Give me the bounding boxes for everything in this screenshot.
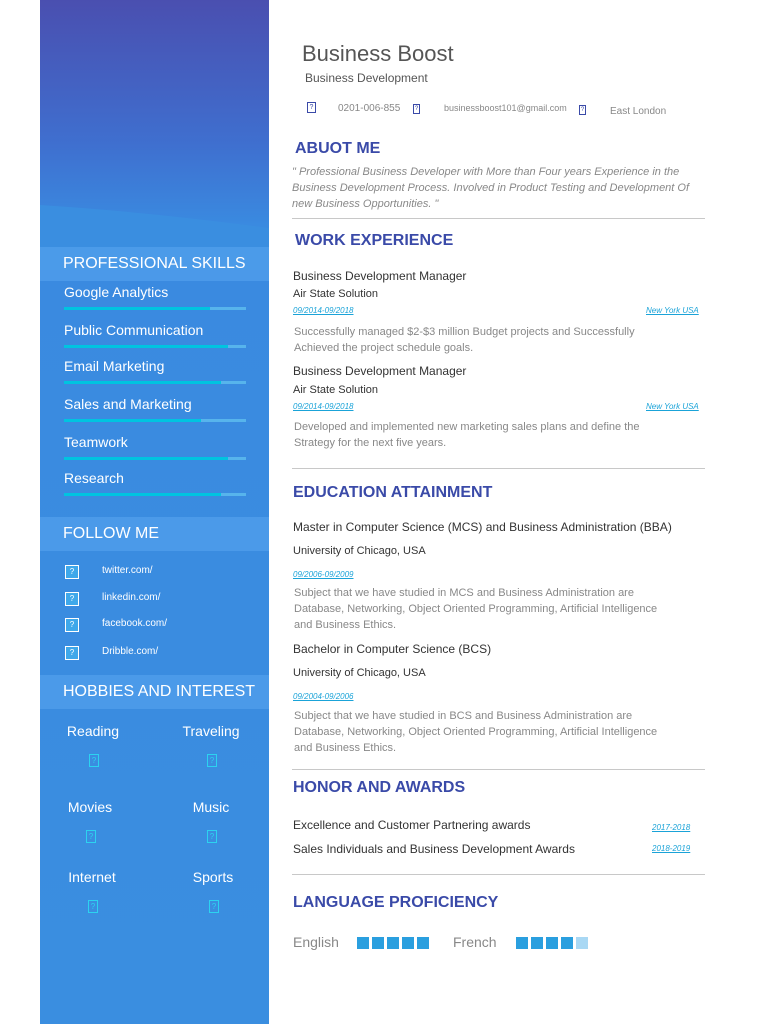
- skills-heading: PROFESSIONAL SKILLS: [40, 247, 269, 281]
- skill-label: Research: [64, 470, 124, 486]
- link-icon: ?: [65, 646, 79, 660]
- about-text: [292, 164, 710, 212]
- language-name: English: [293, 934, 339, 950]
- work-position: Business Development Manager: [293, 269, 467, 283]
- desc-line: Strategy for the next five years.: [294, 437, 447, 449]
- work-desc: [294, 324, 635, 356]
- skill-label: Sales and Marketing: [64, 396, 192, 412]
- skill-label: Teamwork: [64, 434, 128, 450]
- about-line: Business Development Process. Involved in Product Testing and Development Of: [292, 182, 690, 194]
- social-link[interactable]: Dribble.com/: [102, 646, 159, 657]
- work-company: Air State Solution: [293, 384, 378, 396]
- education-heading: EDUCATION ATTAINMENT: [293, 484, 493, 501]
- follow-heading: FOLLOW ME: [40, 517, 269, 551]
- languages-heading: LANGUAGE PROFICIENCY: [293, 894, 499, 911]
- work-desc: [294, 419, 640, 451]
- edu-school: University of Chicago, USA: [293, 667, 426, 679]
- work-place: New York USA: [646, 306, 699, 315]
- hobby-label: Music: [192, 799, 230, 815]
- person-role: Business Development: [305, 71, 428, 85]
- edu-school: University of Chicago, USA: [293, 545, 426, 557]
- phone-icon: ?: [307, 102, 316, 113]
- skill-bar-fill: [64, 493, 221, 496]
- skill-label: Public Communication: [64, 322, 204, 338]
- hobby-label: Movies: [67, 799, 113, 815]
- work-position: Business Development Manager: [293, 364, 467, 378]
- skill-bar-track: [64, 493, 246, 496]
- language-level-filled: [546, 937, 558, 949]
- edu-desc: [294, 585, 657, 633]
- skill-bar-track: [64, 457, 246, 460]
- desc-line: and Business Ethics.: [294, 742, 397, 754]
- hobby-icon: ?: [207, 830, 217, 843]
- edu-degree: Master in Computer Science (MCS) and Business Administration (BBA): [293, 520, 672, 534]
- skill-bar-track: [64, 345, 246, 348]
- edu-degree: Bachelor in Computer Science (BCS): [293, 642, 492, 656]
- language-level-filled: [357, 937, 369, 949]
- language-level-filled: [531, 937, 543, 949]
- skill-bar-fill: [64, 307, 210, 310]
- desc-line: Achieved the project schedule goals.: [294, 342, 474, 354]
- person-name: Business Boost: [302, 41, 454, 66]
- award-name: Excellence and Customer Partnering awards: [293, 818, 531, 832]
- skill-bar-fill: [64, 345, 228, 348]
- work-dates: 09/2014-09/2018: [293, 402, 354, 411]
- desc-line: and Business Ethics.: [294, 619, 397, 631]
- hobby-icon: ?: [88, 900, 98, 913]
- desc-line: Subject that we have studied in BCS and Business Administration are: [294, 710, 633, 722]
- award-name: Sales Individuals and Business Development Awards: [293, 842, 575, 856]
- sidebar: [40, 0, 269, 1024]
- awards-heading: HONOR AND AWARDS: [293, 779, 466, 796]
- language-name: French: [453, 934, 497, 950]
- about-line: new Business Opportunities. ": [292, 198, 439, 210]
- hobby-label: Traveling: [182, 723, 240, 739]
- hobby-icon: ?: [207, 754, 217, 767]
- skill-bar-fill: [64, 457, 228, 460]
- work-place: New York USA: [646, 402, 699, 411]
- skill-label: Google Analytics: [64, 284, 169, 300]
- language-level-filled: [387, 937, 399, 949]
- location-icon: ?: [580, 107, 585, 113]
- skill-bar-track: [64, 307, 246, 310]
- email-icon: ?: [414, 106, 419, 112]
- about-line: " Professional Business Developer with More than Four years Experience in the: [292, 166, 680, 178]
- social-link[interactable]: twitter.com/: [102, 565, 153, 576]
- language-level-filled: [372, 937, 384, 949]
- phone-text: 0201-006-855: [338, 103, 401, 114]
- language-level-filled: [561, 937, 573, 949]
- hobby-icon: ?: [86, 830, 96, 843]
- skill-bar-track: [64, 419, 246, 422]
- award-years: 2017-2018: [652, 823, 691, 832]
- desc-line: Successfully managed $2-$3 million Budget projects and Successfully: [294, 326, 635, 338]
- language-level-filled: [516, 937, 528, 949]
- link-icon: ?: [65, 618, 79, 632]
- desc-line: Database, Networking, Object Oriented Programming, Artificial Intelligence: [294, 726, 658, 738]
- link-icon: ?: [65, 565, 79, 579]
- hobby-icon: ?: [209, 900, 219, 913]
- hobby-label: Sports: [192, 869, 234, 885]
- link-icon: ?: [65, 592, 79, 606]
- language-level-filled: [417, 937, 429, 949]
- hobby-label: Reading: [66, 723, 120, 739]
- edu-dates: 09/2004-09/2006: [293, 692, 354, 701]
- divider: [292, 218, 705, 219]
- hobby-icon: ?: [89, 754, 99, 767]
- divider: [292, 874, 705, 875]
- skill-bar-track: [64, 381, 246, 384]
- language-level-filled: [402, 937, 414, 949]
- desc-line: Subject that we have studied in MCS and Business Administration are: [294, 587, 634, 599]
- skill-bar-fill: [64, 419, 201, 422]
- hobbies-heading: HOBBIES AND INTEREST: [40, 675, 269, 709]
- language-level-empty: [576, 937, 588, 949]
- hobby-label: Internet: [68, 869, 116, 885]
- location-text: East London: [610, 106, 667, 117]
- edu-dates: 09/2006-09/2009: [293, 570, 354, 579]
- work-heading: WORK EXPERIENCE: [295, 232, 454, 249]
- skill-bar-fill: [64, 381, 221, 384]
- divider: [292, 468, 705, 469]
- social-link[interactable]: linkedin.com/: [102, 592, 161, 603]
- work-dates: 09/2014-09/2018: [293, 306, 354, 315]
- edu-desc: [294, 708, 657, 756]
- social-link[interactable]: facebook.com/: [102, 618, 168, 629]
- sidebar-header-wave: [40, 0, 269, 270]
- about-heading: ABUOT ME: [295, 140, 381, 157]
- desc-line: Database, Networking, Object Oriented Programming, Artificial Intelligence: [294, 603, 658, 615]
- desc-line: Developed and implemented new marketing sales plans and define the: [294, 421, 640, 433]
- divider: [292, 769, 705, 770]
- skill-label: Email Marketing: [64, 358, 165, 374]
- email-text[interactable]: businessboost101@gmail.com: [444, 103, 567, 113]
- work-company: Air State Solution: [293, 288, 378, 300]
- award-years: 2018-2019: [652, 844, 691, 853]
